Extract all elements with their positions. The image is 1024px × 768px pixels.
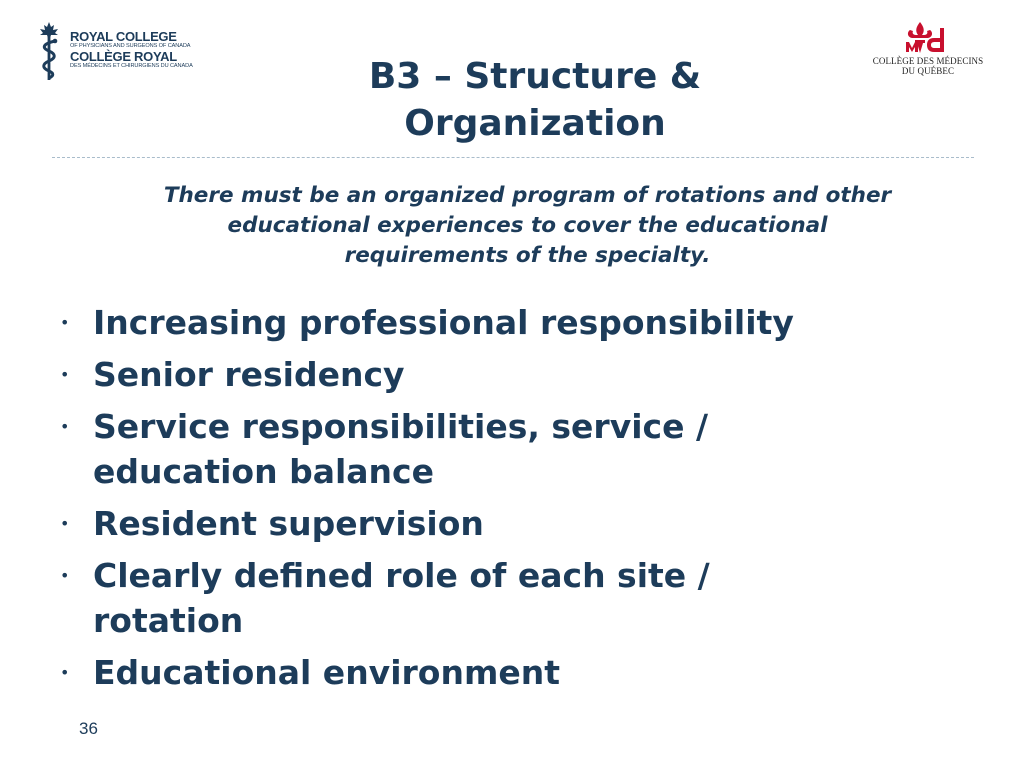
rc-sub-en: OF PHYSICIANS AND SURGEONS OF CANADA xyxy=(70,43,191,49)
bullet-dot: • xyxy=(60,365,70,384)
title-divider xyxy=(52,157,974,158)
bullet-text-continued: rotation xyxy=(93,601,244,640)
bullet-item xyxy=(60,650,960,695)
bullet-text-continued: education balance xyxy=(93,452,434,491)
bullet-list xyxy=(60,300,960,702)
bullet-dot: • xyxy=(60,663,70,682)
bullet-text: Senior residency xyxy=(93,355,405,394)
cmq-name-line2: DU QUÉBEC xyxy=(901,66,955,76)
slide-title xyxy=(280,53,790,147)
subtitle-line-2: educational experiences to cover the educational xyxy=(227,213,828,238)
cmq-name-line1: COLLÈGE DES MÉDECINS xyxy=(872,56,984,66)
title-line-2: Organization xyxy=(404,103,666,144)
rc-sub-fr: DES MÉDECINS ET CHIRURGIENS DU CANADA xyxy=(70,63,193,69)
caduceus-maple-icon xyxy=(34,20,64,82)
rc-name-en: ROYAL COLLEGE xyxy=(70,29,177,44)
bullet-text: Resident supervision xyxy=(93,504,484,543)
bullet-item xyxy=(60,404,960,494)
cmq-logo xyxy=(866,20,990,80)
rc-name-fr: COLLÈGE ROYAL xyxy=(70,49,177,64)
cmq-wordmark xyxy=(866,56,990,76)
royal-college-logo xyxy=(34,20,204,82)
bullet-item xyxy=(60,553,960,643)
bullet-text: Educational environment xyxy=(93,653,560,692)
bullet-dot: • xyxy=(60,566,70,585)
subtitle-line-3: requirements of the specialty. xyxy=(344,243,711,268)
slide-subtitle xyxy=(90,181,965,271)
bullet-text: Service responsibilities, service / xyxy=(93,407,709,446)
title-line-1: B3 – Structure & xyxy=(368,56,702,97)
bullet-text: Increasing professional responsibility xyxy=(93,303,794,342)
cmq-fleur-de-lis-icon xyxy=(904,20,952,54)
royal-college-wordmark xyxy=(70,30,210,70)
bullet-item xyxy=(60,501,960,546)
bullet-item xyxy=(60,352,960,397)
subtitle-line-1: There must be an organized program of rotations and other xyxy=(163,183,892,208)
bullet-dot: • xyxy=(60,313,70,332)
bullet-text: Clearly defined role of each site / xyxy=(93,556,710,595)
bullet-dot: • xyxy=(60,417,70,436)
bullet-item xyxy=(60,300,960,345)
page-number: 36 xyxy=(79,719,98,738)
bullet-dot: • xyxy=(60,514,70,533)
